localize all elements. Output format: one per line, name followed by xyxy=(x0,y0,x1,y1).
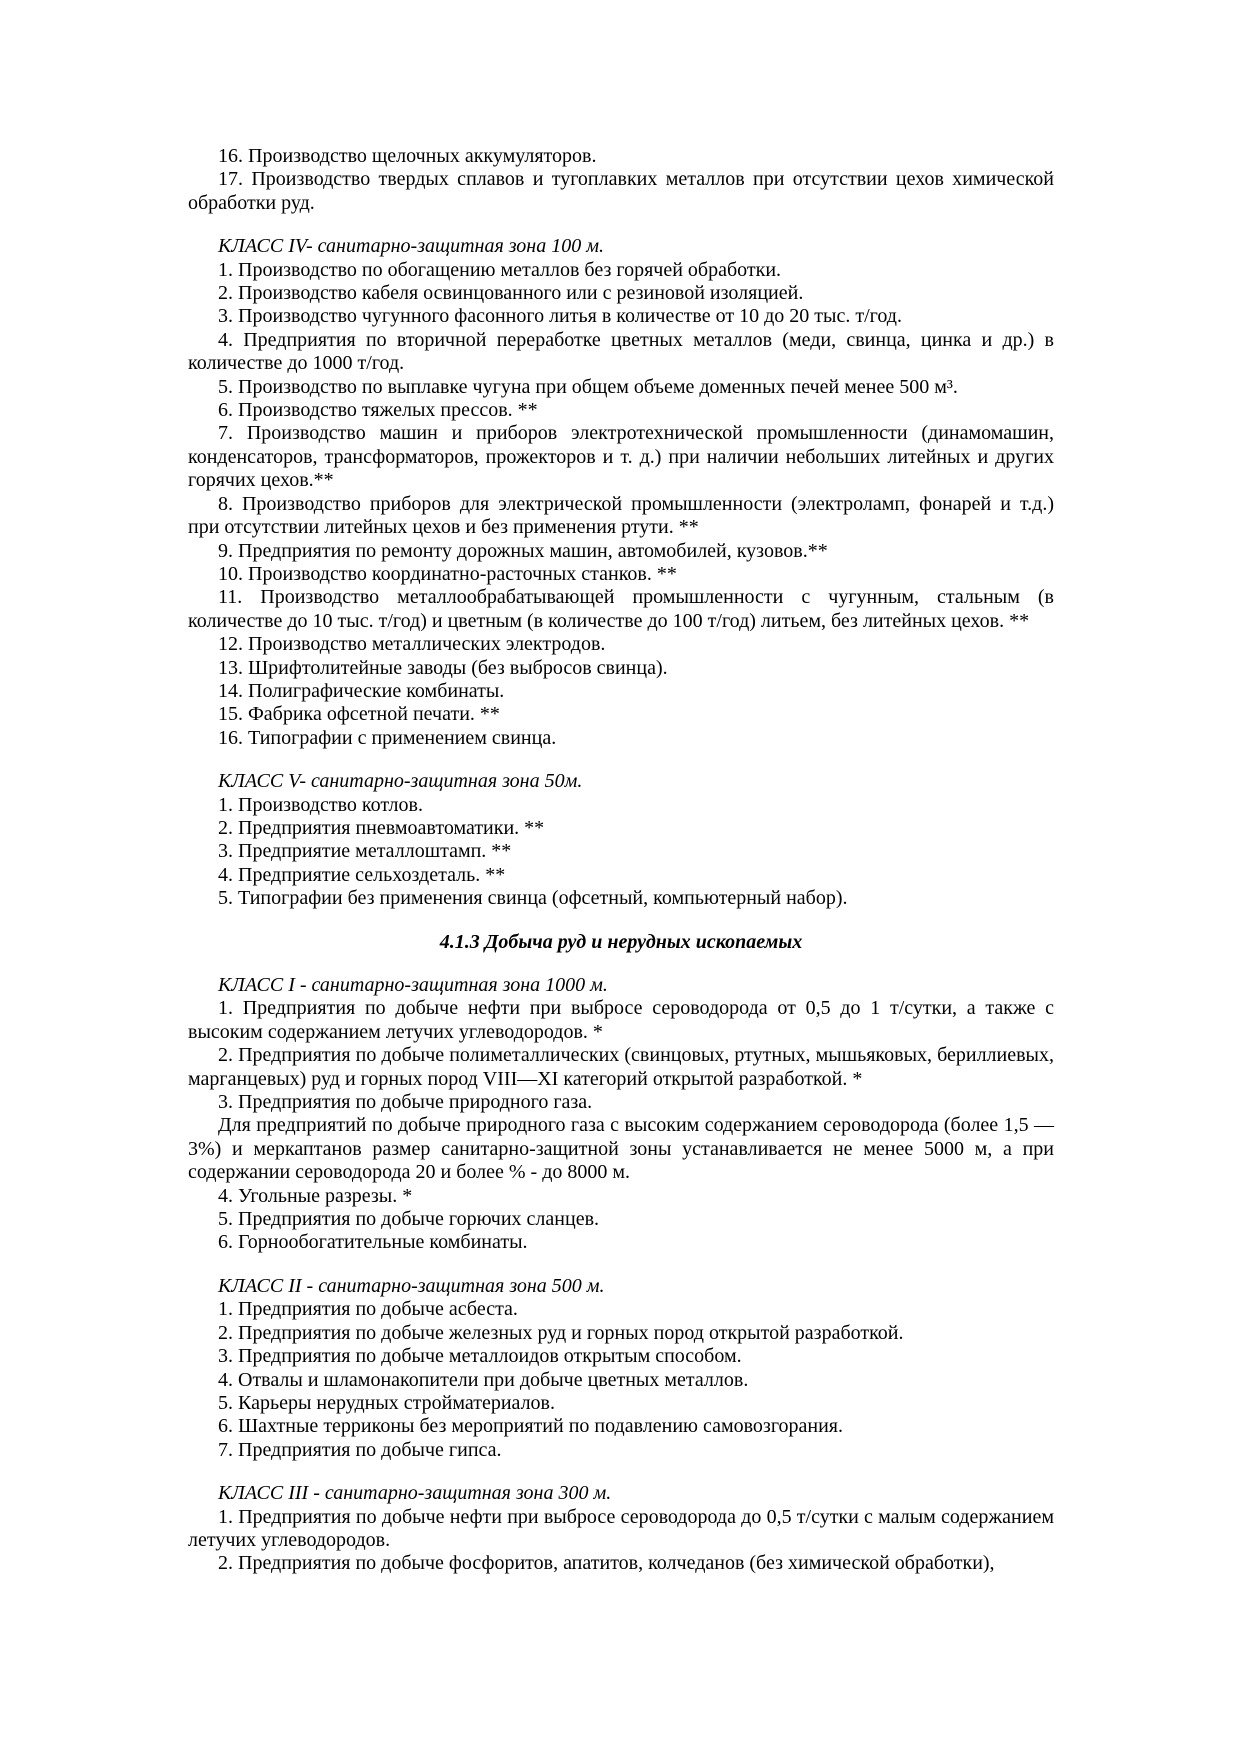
text-paragraph: 4. Предприятия по вторичной переработке цветных металлов (меди, свинца, цинка и др.) в количестве до 1000 т/год. xyxy=(188,328,1054,375)
text-paragraph: 2. Предприятия по добыче полиметаллических (свинцовых, ртутных, мышьяковых, бериллиевых, марганцевых) руд и горных пород VIII—XI категорий открытой разработкой. * xyxy=(188,1044,1054,1090)
blank-line xyxy=(188,215,1054,235)
text-paragraph: 2. Предприятия по добыче железных руд и горных пород открытой разработкой. xyxy=(218,1321,904,1344)
class-zone-heading: КЛАСС III - санитарно-защитная зона 300 м. xyxy=(218,1482,612,1505)
text-paragraph: 3. Предприятия по добыче природного газа. xyxy=(218,1091,593,1114)
text-paragraph: 1. Производство котлов. xyxy=(218,793,423,816)
text-paragraph: 14. Полиграфические комбинаты. xyxy=(218,679,505,702)
text-paragraph: 7. Предприятия по добыче гипса. xyxy=(218,1438,502,1461)
text-paragraph: 9. Предприятия по ремонту дорожных машин, автомобилей, кузовов.** xyxy=(218,539,828,562)
text-paragraph: 2. Производство кабеля освинцованного или с резиновой изоляцией. xyxy=(218,282,804,305)
text-paragraph: 1. Предприятия по добыче нефти при выбросе сероводорода до 0,5 т/сутки с малым содержанием летучих углеводородов. xyxy=(188,1505,1054,1551)
text-paragraph: 1. Производство по обогащению металлов без горячей обработки. xyxy=(218,258,782,281)
text-paragraph: 1. Предприятия по добыче нефти при выбросе сероводорода от 0,5 до 1 т/сутки, а также с высоким содержанием летучих углеводородов. * xyxy=(188,997,1054,1043)
text-paragraph: 4. Предприятие сельхоздеталь. ** xyxy=(218,863,506,886)
text-paragraph: 2. Предприятия пневмоавтоматики. ** xyxy=(218,816,545,839)
text-paragraph: 5. Карьеры нерудных стройматериалов. xyxy=(218,1391,556,1414)
text-paragraph: 6. Горнообогатительные комбинаты. xyxy=(218,1231,528,1254)
page-content xyxy=(188,145,1054,1576)
text-paragraph: 3. Производство чугунного фасонного литья в количестве от 10 до 20 тыс. т/год. xyxy=(218,305,902,328)
text-paragraph: 2. Предприятия по добыче фосфоритов, апатитов, колчеданов (без химической обработки), xyxy=(218,1552,995,1575)
class-zone-heading: КЛАСС V- санитарно-защитная зона 50м. xyxy=(218,770,583,793)
blank-line xyxy=(188,954,1054,974)
text-paragraph: 1. Предприятия по добыче асбеста. xyxy=(218,1298,518,1321)
text-paragraph: 7. Производство машин и приборов электротехнической промышленности (динамомашин, конденсаторов, трансформаторов, прожекторов и т. д.) при наличии небольших литейных и других горячих цехов.** xyxy=(188,422,1054,492)
section-title: 4.1.3 Добыча руд и нерудных ископаемых xyxy=(439,930,803,953)
text-paragraph: 5. Типографии без применения свинца (офсетный, компьютерный набор). xyxy=(218,887,848,910)
text-paragraph: 12. Производство металлических электродов. xyxy=(218,633,606,656)
text-paragraph: Для предприятий по добыче природного газа с высоким содержанием сероводорода (более 1,5 —3%) и меркаптанов размер санитарно-защитной зоны устанавливается не менее 5000 м, а при содержании сероводорода 20 и более % - до 8000 м. xyxy=(188,1114,1054,1184)
text-paragraph: 4. Угольные разрезы. * xyxy=(218,1184,413,1207)
text-paragraph: 4. Отвалы и шламонакопители при добыче цветных металлов. xyxy=(218,1368,749,1391)
blank-line xyxy=(188,750,1054,770)
blank-line xyxy=(188,911,1054,931)
text-paragraph: 15. Фабрика офсетной печати. ** xyxy=(218,703,500,726)
blank-line xyxy=(188,1462,1054,1482)
text-paragraph: 6. Производство тяжелых прессов. ** xyxy=(218,399,538,422)
text-paragraph: 17. Производство твердых сплавов и тугоплавких металлов при отсутствии цехов химической обработки руд. xyxy=(188,168,1054,214)
blank-line xyxy=(188,1255,1054,1275)
class-zone-heading: КЛАСС I - санитарно-защитная зона 1000 м. xyxy=(218,974,608,996)
text-paragraph: 8. Производство приборов для электрической промышленности (электроламп, фонарей и т.д.) при отсутствии литейных цехов и без применения ртути. ** xyxy=(188,492,1054,539)
text-paragraph: 11. Производство металлообрабатывающей промышленности с чугунным, стальным (в количестве до 10 тыс. т/год) и цветным (в количестве до 100 т/год) литьем, без литейных цехов. ** xyxy=(188,586,1054,632)
text-paragraph: 16. Типографии с применением свинца. xyxy=(218,726,557,749)
text-paragraph: 13. Шрифтолитейные заводы (без выбросов свинца). xyxy=(218,656,668,679)
text-paragraph: 10. Производство координатно-расточных станков. ** xyxy=(218,562,677,585)
text-paragraph: 16. Производство щелочных аккумуляторов. xyxy=(218,145,597,167)
text-paragraph: 5. Производство по выплавке чугуна при общем объеме доменных печей менее 500 м³. xyxy=(218,375,958,398)
text-paragraph: 3. Предприятия по добыче металлоидов открытым способом. xyxy=(218,1345,742,1368)
class-zone-heading: КЛАСС IV- санитарно-защитная зона 100 м. xyxy=(218,235,604,258)
text-paragraph: 5. Предприятия по добыче горючих сланцев. xyxy=(218,1208,600,1231)
text-paragraph: 3. Предприятие металлоштамп. ** xyxy=(218,840,512,863)
text-paragraph: 6. Шахтные терриконы без мероприятий по подавлению самовозгорания. xyxy=(218,1415,844,1438)
class-zone-heading: КЛАСС II - санитарно-защитная зона 500 м. xyxy=(218,1274,605,1297)
